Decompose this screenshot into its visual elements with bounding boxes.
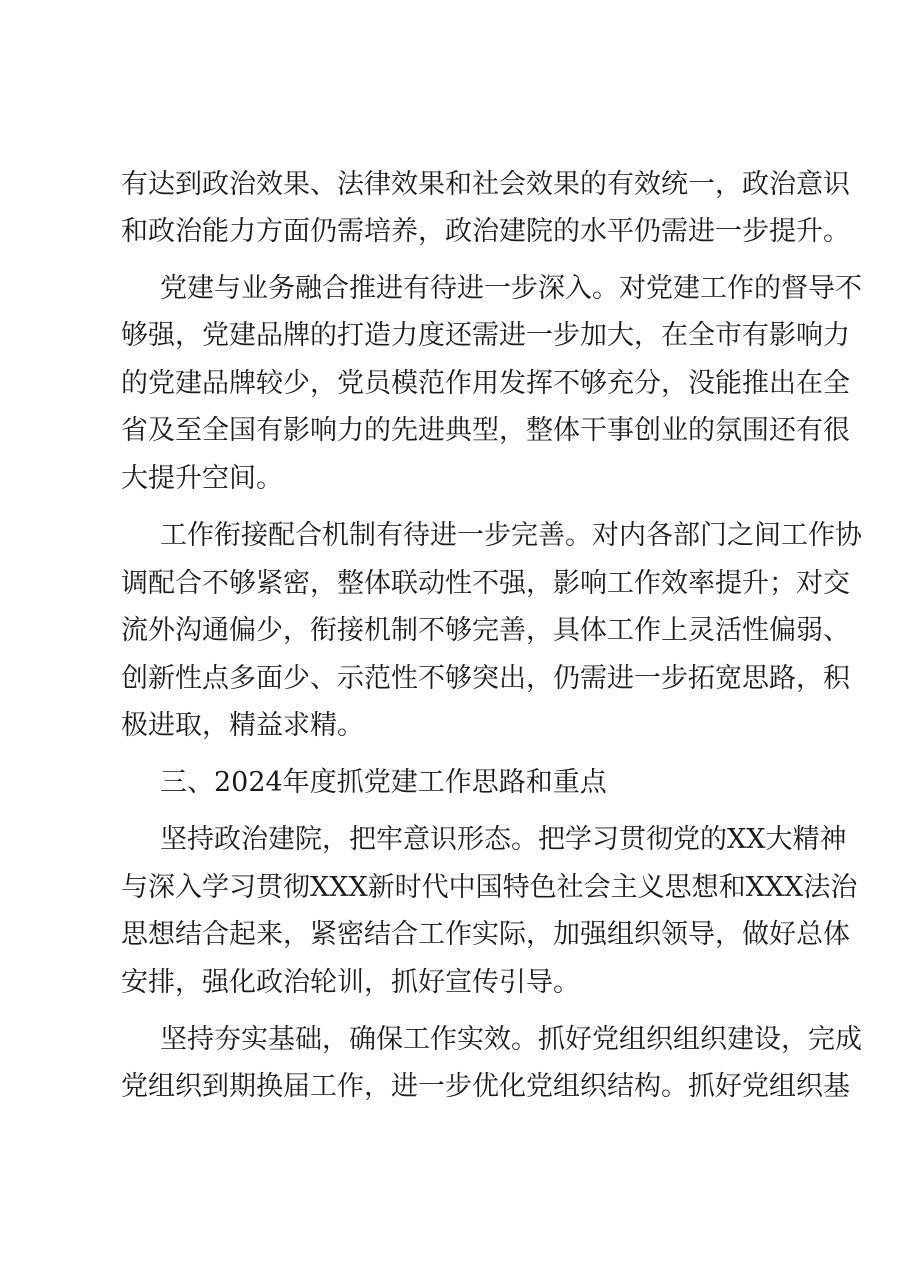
paragraph-first-line: 党建与业务融合推进有待进一步深入。对党建工作的督导不 [160,273,862,304]
text-line: 党组织到期换届工作，进一步优化党组织结构。抓好党组织基 [121,1071,850,1102]
text-line: 有达到政治效果、法律效果和社会效果的有效统一，政治意识 [121,169,850,200]
text-line: 创新性点多面少、示范性不够突出，仍需进一步拓宽思路，积 [121,663,850,694]
text-line: 和政治能力方面仍需培养，政治建院的水平仍需进一步提升。 [121,216,850,247]
paragraph-first-line: 坚持夯实基础，确保工作实效。抓好党组织组织建设，完成 [160,1024,862,1055]
text-line: 安排，强化政治轮训，抓好宣传引导。 [121,967,580,998]
text-line: 大提升空间。 [121,463,283,494]
text-line: 思想结合起来，紧密结合工作实际，加强组织领导，做好总体 [121,919,850,950]
text-line: 的党建品牌较少，党员模范作用发挥不够充分，没能推出在全 [121,368,850,399]
section-heading: 三、2024年度抓党建工作思路和重点 [160,767,607,798]
text-line: 与深入学习贯彻XXX新时代中国特色社会主义思想和XXX法治 [121,872,858,903]
text-line: 省及至全国有影响力的先进典型，整体干事创业的氛围还有很 [121,415,850,446]
text-line: 极进取，精益求精。 [121,710,364,741]
text-line: 流外沟通偏少，衔接机制不够完善，具体工作上灵活性偏弱、 [121,615,850,646]
text-line: 够强，党建品牌的打造力度还需进一步加大，在全市有影响力 [121,320,850,351]
paragraph-first-line: 坚持政治建院，把牢意识形态。把学习贯彻党的XX大精神 [160,824,847,855]
paragraph-first-line: 工作衔接配合机制有待进一步完善。对内各部门之间工作协 [160,520,862,551]
text-line: 调配合不够紧密，整体联动性不强，影响工作效率提升；对交 [121,568,850,599]
